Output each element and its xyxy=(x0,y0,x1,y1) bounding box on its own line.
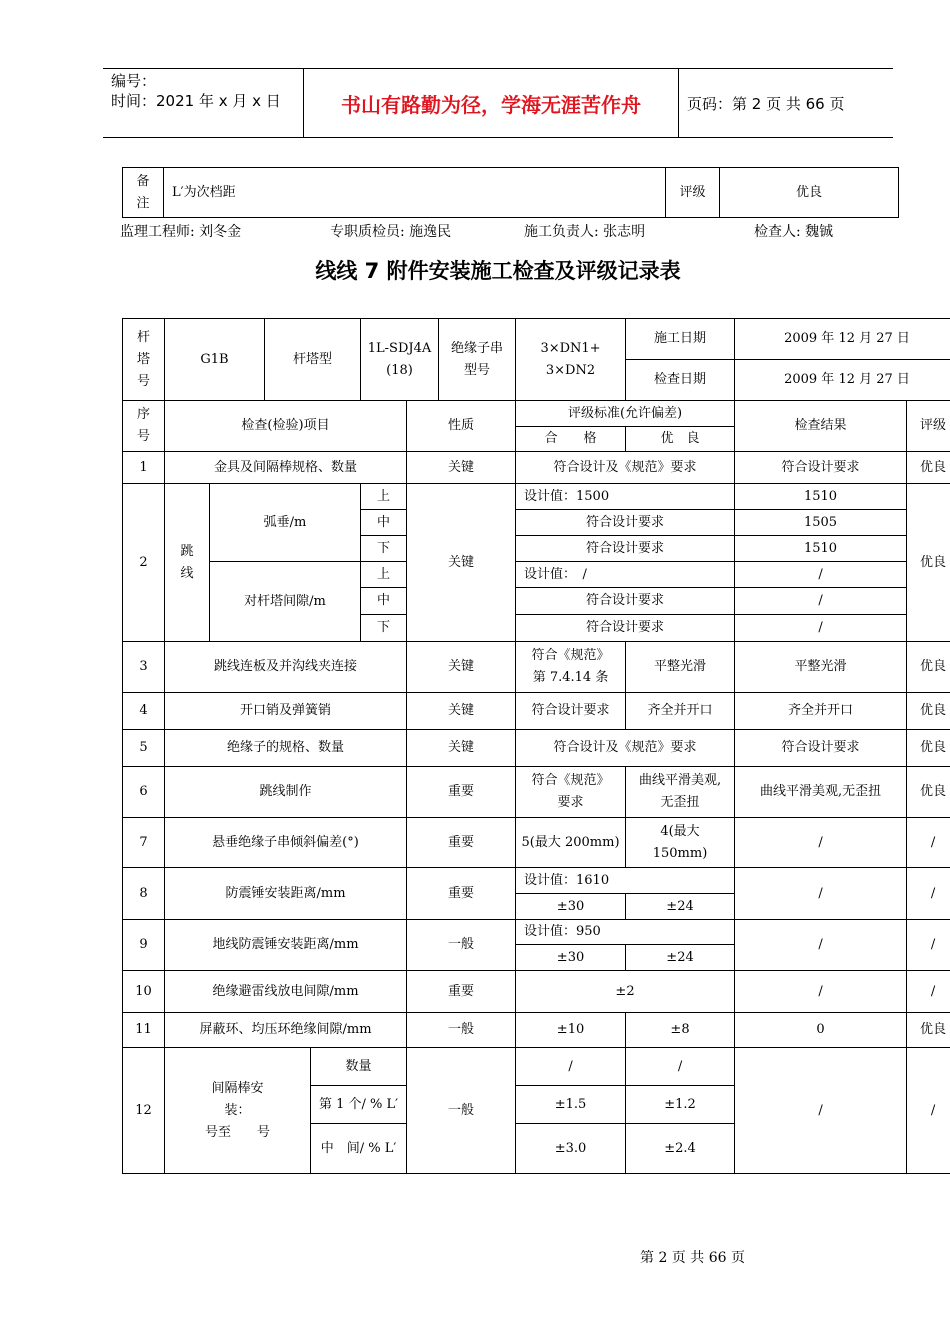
row-position: 上 xyxy=(361,484,407,510)
row-rating: 优良 xyxy=(907,452,950,484)
row-sub-label: 数量 xyxy=(311,1048,407,1086)
row-rating: 优良 xyxy=(907,693,950,730)
row-qualified: ±30 xyxy=(516,894,626,920)
row-result: / xyxy=(735,818,907,868)
row-no: 6 xyxy=(123,767,165,818)
row-no: 9 xyxy=(123,920,165,971)
row-excellent: 平整光滑 xyxy=(626,642,735,693)
row-qualified: ±1.5 xyxy=(516,1086,626,1124)
tower-type-label: 杆塔型 xyxy=(265,319,361,401)
row-result: / xyxy=(735,1048,907,1174)
row-result: / xyxy=(735,920,907,971)
row-qualified: ±30 xyxy=(516,945,626,971)
row-nature: 重要 xyxy=(407,767,516,818)
row-excellent: ±8 xyxy=(626,1013,735,1048)
row-standard: 符合设计及《规范》要求 xyxy=(516,730,735,767)
row-nature: 关键 xyxy=(407,484,516,642)
number-label: 编号： xyxy=(111,72,157,90)
row-rating: 优良 xyxy=(907,484,950,642)
row-position: 下 xyxy=(361,536,407,562)
row-result: 曲线平滑美观,无歪扭 xyxy=(735,767,907,818)
row-result: 1505 xyxy=(735,510,907,536)
row-sub-label: 中 间/ % L′ xyxy=(311,1124,407,1174)
row-result: 齐全并开口 xyxy=(735,693,907,730)
check-date: 2009 年 12 月 27 日 xyxy=(735,360,950,401)
row-no: 12 xyxy=(123,1048,165,1174)
row-standard: 符合设计要求 xyxy=(516,588,735,615)
remark-label: 备 注 xyxy=(123,168,164,218)
row-standard: 设计值： / xyxy=(516,562,735,588)
row-group: 跳 线 xyxy=(165,484,210,642)
row-no: 4 xyxy=(123,693,165,730)
table-row xyxy=(123,484,950,510)
row-standard: 符合设计要求 xyxy=(516,510,735,536)
table-row xyxy=(123,767,950,818)
row-no: 11 xyxy=(123,1013,165,1048)
row-standard: 符合设计及《规范》要求 xyxy=(516,452,735,484)
row-qualified: 符合《规范》 要求 xyxy=(516,767,626,818)
row-position: 中 xyxy=(361,510,407,536)
row-qualified: 符合设计要求 xyxy=(516,693,626,730)
row-excellent: 4(最大 150mm) xyxy=(626,818,735,868)
row-no: 3 xyxy=(123,642,165,693)
row-result: / xyxy=(735,868,907,920)
col-nature: 性质 xyxy=(407,401,516,452)
header-page-info: 页码：第 2 页 共 66 页 xyxy=(687,95,845,113)
document-title: 线线 7 附件安装施工检查及评级记录表 xyxy=(315,259,681,283)
tower-no: G1B xyxy=(165,319,265,401)
row-sub-label: 第 1 个/ % L′ xyxy=(311,1086,407,1124)
header-left xyxy=(111,71,281,111)
row-nature: 关键 xyxy=(407,452,516,484)
row-result: 符合设计要求 xyxy=(735,452,907,484)
table-row xyxy=(123,1048,950,1086)
insulator-label: 绝缘子串 型号 xyxy=(439,319,516,401)
row-qualified: / xyxy=(516,1048,626,1086)
row-result: 1510 xyxy=(735,536,907,562)
col-seq: 序 号 xyxy=(123,401,165,452)
tower-no-label: 杆 塔 号 xyxy=(123,319,165,401)
row-qualified: 5(最大 200mm) xyxy=(516,818,626,868)
table-row xyxy=(123,1013,950,1048)
row-excellent: / xyxy=(626,1048,735,1086)
row-excellent: 曲线平滑美观, 无歪扭 xyxy=(626,767,735,818)
checker-signature: 检查人: 魏铖 xyxy=(754,224,834,240)
table-row xyxy=(123,642,950,693)
row-rating: 优良 xyxy=(907,1013,950,1048)
remark-rating-value: 优良 xyxy=(720,168,899,218)
row-item: 绝缘子的规格、数量 xyxy=(165,730,407,767)
construct-date-label: 施工日期 xyxy=(626,319,735,360)
col-rating: 评级 xyxy=(907,401,950,452)
row-standard: ±2 xyxy=(516,971,735,1013)
construction-lead-signature: 施工负责人: 张志明 xyxy=(524,224,646,240)
insulator-type: 3×DN1+ 3×DN2 xyxy=(516,319,626,401)
row-result: 符合设计要求 xyxy=(735,730,907,767)
col-standard: 评级标准(允许偏差) xyxy=(516,401,735,427)
row-design: 设计值：1610 xyxy=(516,868,735,894)
row-result: 平整光滑 xyxy=(735,642,907,693)
row-nature: 重要 xyxy=(407,971,516,1013)
tower-type: 1L-SDJ4A (18) xyxy=(361,319,439,401)
row-result: / xyxy=(735,615,907,642)
row-clearance: 对杆塔间隙/m xyxy=(210,562,361,642)
row-item: 地线防震锤安装距离/mm xyxy=(165,920,407,971)
row-nature: 关键 xyxy=(407,642,516,693)
row-nature: 关键 xyxy=(407,693,516,730)
row-nature: 一般 xyxy=(407,920,516,971)
row-item: 悬垂绝缘子串倾斜偏差(°) xyxy=(165,818,407,868)
remark-rating-label: 评级 xyxy=(666,168,720,218)
page-header xyxy=(103,68,893,138)
table-row xyxy=(123,920,950,945)
table-row xyxy=(123,562,950,588)
time-label: 时间：2021 年 x 月 x 日 xyxy=(111,92,281,110)
row-group: 间隔棒安 装： 号至 号 xyxy=(165,1048,311,1174)
col-excellent: 优 良 xyxy=(626,427,735,452)
inspector-signature: 专职质检员: 施逸民 xyxy=(330,224,452,240)
table-row xyxy=(123,818,950,868)
row-result: / xyxy=(735,588,907,615)
row-position: 下 xyxy=(361,615,407,642)
row-nature: 关键 xyxy=(407,730,516,767)
row-nature: 重要 xyxy=(407,868,516,920)
row-result: / xyxy=(735,971,907,1013)
row-no: 8 xyxy=(123,868,165,920)
remark-table xyxy=(122,167,899,218)
row-nature: 重要 xyxy=(407,818,516,868)
remark-text: L′为次档距 xyxy=(164,168,666,218)
row-qualified: ±10 xyxy=(516,1013,626,1048)
construct-date: 2009 年 12 月 27 日 xyxy=(735,319,950,360)
row-rating: / xyxy=(907,818,950,868)
row-excellent: ±1.2 xyxy=(626,1086,735,1124)
row-rating: 优良 xyxy=(907,642,950,693)
col-result: 检查结果 xyxy=(735,401,907,452)
row-excellent: ±24 xyxy=(626,945,735,971)
row-no: 1 xyxy=(123,452,165,484)
row-sag: 弧垂/m xyxy=(210,484,361,562)
row-rating: / xyxy=(907,920,950,971)
row-rating: 优良 xyxy=(907,730,950,767)
row-rating: / xyxy=(907,971,950,1013)
row-qualified: ±3.0 xyxy=(516,1124,626,1174)
row-item: 绝缘避雷线放电间隙/mm xyxy=(165,971,407,1013)
row-position: 上 xyxy=(361,562,407,588)
col-qualified: 合 格 xyxy=(516,427,626,452)
row-result: / xyxy=(735,562,907,588)
table-row xyxy=(123,452,950,484)
table-row xyxy=(123,730,950,767)
supervisor-signature: 监理工程师: 刘冬金 xyxy=(120,224,242,240)
row-result: 1510 xyxy=(735,484,907,510)
row-standard: 符合设计要求 xyxy=(516,536,735,562)
row-nature: 一般 xyxy=(407,1013,516,1048)
row-item: 跳线制作 xyxy=(165,767,407,818)
page-footer: 第 2 页 共 66 页 xyxy=(640,1250,745,1266)
row-no: 7 xyxy=(123,818,165,868)
row-no: 5 xyxy=(123,730,165,767)
row-item: 金具及间隔棒规格、数量 xyxy=(165,452,407,484)
table-row xyxy=(123,971,950,1013)
check-date-label: 检查日期 xyxy=(626,360,735,401)
row-rating: 优良 xyxy=(907,767,950,818)
row-design: 设计值：950 xyxy=(516,920,735,945)
row-result: 0 xyxy=(735,1013,907,1048)
row-no: 2 xyxy=(123,484,165,642)
row-standard: 符合设计要求 xyxy=(516,615,735,642)
row-item: 开口销及弹簧销 xyxy=(165,693,407,730)
row-item: 屏蔽环、均压环绝缘间隙/mm xyxy=(165,1013,407,1048)
row-nature: 一般 xyxy=(407,1048,516,1174)
row-no: 10 xyxy=(123,971,165,1013)
row-excellent: ±2.4 xyxy=(626,1124,735,1174)
row-item: 防震锤安装距离/mm xyxy=(165,868,407,920)
row-qualified: 符合《规范》 第 7.4.14 条 xyxy=(516,642,626,693)
table-row xyxy=(123,868,950,894)
row-rating: / xyxy=(907,868,950,920)
row-item: 跳线连板及并沟线夹连接 xyxy=(165,642,407,693)
row-excellent: ±24 xyxy=(626,894,735,920)
row-position: 中 xyxy=(361,588,407,615)
header-motto: 书山有路勤为径，学海无涯苦作舟 xyxy=(303,69,679,137)
col-item: 检查(检验)项目 xyxy=(165,401,407,452)
table-row xyxy=(123,693,950,730)
inspection-table xyxy=(122,318,950,1174)
row-excellent: 齐全并开口 xyxy=(626,693,735,730)
row-standard: 设计值：1500 xyxy=(516,484,735,510)
row-rating: / xyxy=(907,1048,950,1174)
